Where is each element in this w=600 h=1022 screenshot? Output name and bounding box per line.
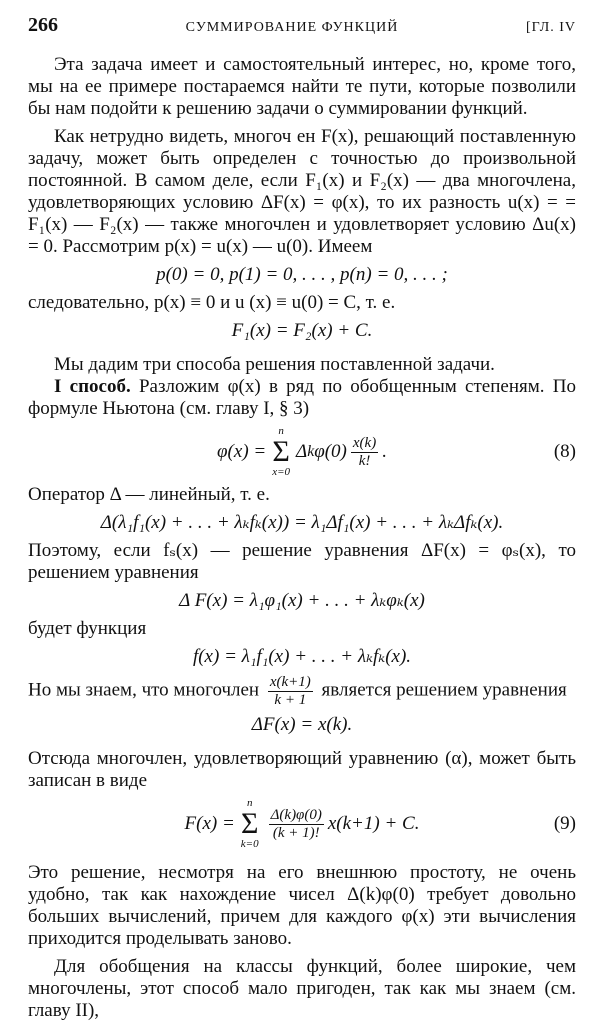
formula-linearity: Δ(λ₁f₁(x) + . . . + λₖfₖ(x)) = λ₁Δf₁(x) + . . . + λₖΔfₖ(x). [100, 512, 504, 533]
we-know-start: Но мы знаем, что многочлен [28, 679, 260, 701]
sum-operator [272, 426, 290, 478]
paragraph-consequence: следовательно, p(x) ≡ 0 и u (x) ≡ u(0) = C, т. е. [28, 292, 396, 313]
sum-lower-limit: k=0 [240, 838, 259, 850]
method-one-text: Разложим φ(x) в ряд по обобщенным степеням. По формуле Ньютона (см. главу I, § 3) [28, 376, 576, 419]
fraction [269, 807, 324, 841]
formula-delta-f: Δ F(x) = λ₁φ₁(x) + . . . + λₖφₖ(x) [179, 590, 425, 611]
sum-lower-limit: x=0 [272, 466, 291, 478]
equation-number-8: (8) [553, 441, 576, 462]
paragraph-function-is: будет функция [28, 618, 147, 639]
formula-f-combination: f(x) = λ₁f₁(x) + . . . + λₖfₖ(x). [192, 646, 412, 667]
paragraph-method-one [28, 376, 576, 420]
paragraph-therefore: Поэтому, если fₛ(x) — решение уравнения ΔF(x) = φₛ(x), то решением уравнения [28, 540, 576, 583]
fraction-numerator: x(k+1) [269, 674, 311, 690]
paragraph-generalization: Для обобщения на классы функций, более широкие, чем многочлены, этот способ мало пригоден, так как мы знаем (см. главу II), [28, 956, 576, 1021]
method-one-label: I способ. [54, 376, 131, 397]
sum-upper-limit: n [278, 425, 284, 437]
formula-8 [28, 426, 576, 478]
paragraph-hence: Отсюда многочлен, удовлетворяющий уравнению (α), может быть записан в виде [28, 748, 576, 791]
paragraph-we-know [28, 674, 576, 708]
formula-8-end: . [382, 441, 387, 462]
we-know-end: является решением уравнения [321, 679, 567, 701]
sigma-symbol: Σ [272, 435, 290, 468]
paragraph-intro: Эта задача имеет и самостоятельный интерес, но, кроме того, мы на ее примере постараемся найти те пути, которые позволили бы нам подойти к решению задачи о суммировании функций. [28, 54, 576, 119]
delta-symbol: Δ [296, 441, 308, 462]
fraction-denominator: k! [358, 452, 371, 469]
page-number: 266 [28, 14, 58, 36]
running-title: СУММИРОВАНИЕ ФУНКЦИЙ [185, 20, 399, 35]
fraction-numerator: x(k) [352, 435, 377, 451]
formula-8-left: φ(x) = [217, 441, 267, 462]
fraction [351, 435, 378, 469]
paragraph-linear-operator: Оператор Δ — линейный, т. е. [28, 484, 270, 505]
paragraph-remark: Это решение, несмотря на его внешнюю простоту, не очень удобно, так как нахождение чисел Δ(k)φ(0) требует довольно больших вычислений, причем для каждого φ(x) эти вычисления приходится проделывать заново. [28, 862, 576, 949]
paragraph-three-methods: Мы дадим три способа решения поставленной задачи. [54, 354, 495, 375]
chapter-reference: [ГЛ. IV [526, 20, 576, 35]
formula-9-end: x(k+1) + C. [327, 813, 420, 834]
fraction-numerator: Δ(k)φ(0) [270, 807, 322, 823]
equation-number-9: (9) [553, 813, 576, 834]
formula-9-left: F(x) = [184, 813, 235, 834]
fraction-denominator: k + 1 [274, 691, 307, 708]
sum-upper-limit: n [246, 797, 253, 809]
formula-9 [28, 798, 576, 850]
sigma-symbol: Σ [240, 807, 259, 840]
paragraph-polynomial-uniqueness: Как нетрудно видеть, многоч ен F(x), решающий поставленную задачу, может быть определен с точностью до произвольной постоянной. В самом деле, если F₁(x) и F₂(x) — два многочлена, удовлетворяющих условию ΔF(x) = φ(x), то их разность u(x) = = F₁(x) — F₂(x) — также многочлен и удовлетворяет условию Δu(x) = 0. Рассмотрим p(x) = u(x) — u(0). Имеем [28, 126, 576, 257]
formula-delta-x-k: ΔF(x) = x(k). [251, 714, 353, 735]
page-header [28, 14, 576, 42]
formula-p-values: p(0) = 0, p(1) = 0, . . . , p(n) = 0, . . . ; [156, 264, 448, 285]
book-page [28, 14, 576, 1022]
sum-operator [241, 798, 259, 850]
fraction-denominator: (k + 1)! [272, 824, 320, 841]
phi-zero: φ(0) [314, 441, 347, 462]
formula-f1-f2: F₁(x) = F₂(x) + C. [231, 320, 373, 341]
delta-power: k [307, 443, 315, 460]
fraction [268, 674, 313, 708]
